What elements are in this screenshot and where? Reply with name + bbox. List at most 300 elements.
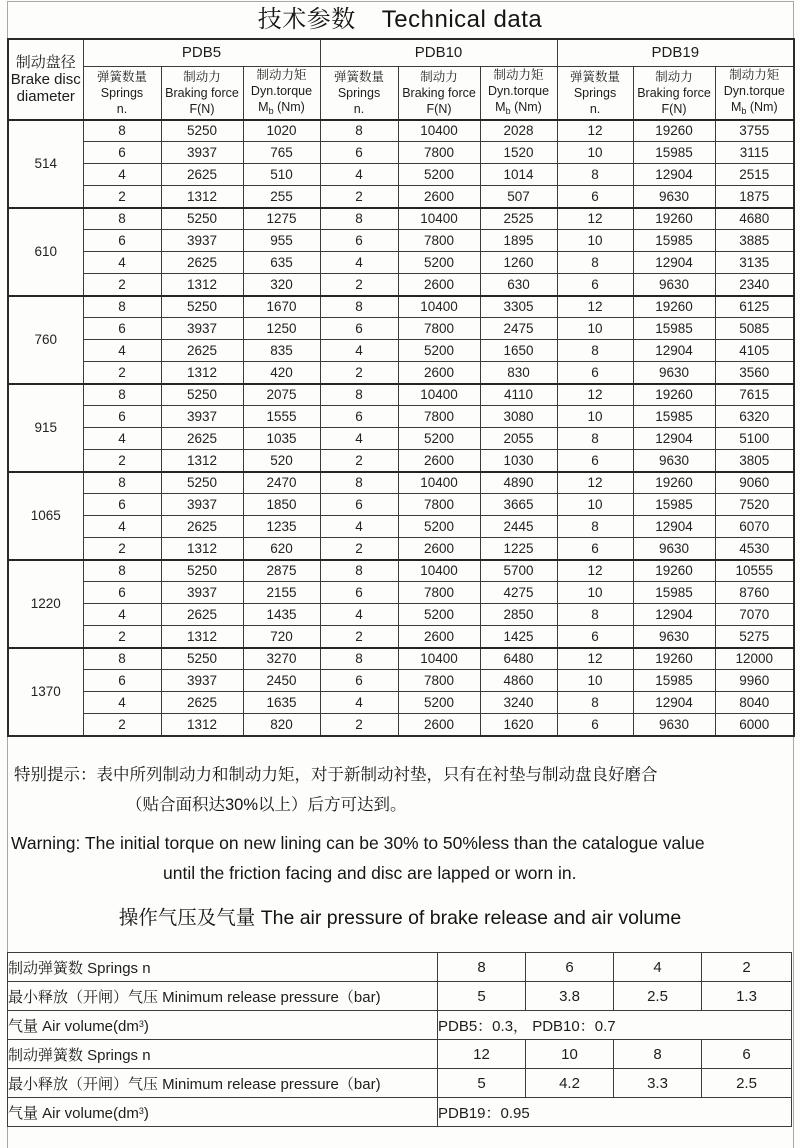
pressure-value-cell: 3.3 [614, 1069, 702, 1098]
cell-torque: 520 [243, 450, 320, 472]
disc-diameter-cell: 1065 [8, 472, 83, 560]
cell-force: 9630 [633, 186, 715, 208]
cell-torque: 1260 [480, 252, 557, 274]
cell-torque: 835 [243, 340, 320, 362]
cell-torque: 1014 [480, 164, 557, 186]
cell-springs: 4 [320, 164, 398, 186]
cell-force: 2600 [398, 274, 480, 296]
disc-diameter-header [8, 39, 83, 120]
cell-torque: 635 [243, 252, 320, 274]
pressure-section-title [0, 902, 800, 930]
cell-torque: 9960 [715, 670, 794, 692]
disc-diameter-cell: 1220 [8, 560, 83, 648]
cell-springs: 6 [83, 142, 161, 164]
pressure-section-title-cn: 操作气压及气量 [118, 907, 256, 929]
page-title [0, 5, 800, 35]
cell-springs: 6 [557, 538, 633, 560]
cell-springs: 2 [83, 450, 161, 472]
cell-torque: 955 [243, 230, 320, 252]
cell-torque: 1020 [243, 120, 320, 142]
cell-torque: 2450 [243, 670, 320, 692]
cell-force: 3937 [161, 582, 243, 604]
cell-torque: 2875 [243, 560, 320, 582]
cell-force: 1312 [161, 626, 243, 648]
cell-springs: 2 [83, 714, 161, 736]
cell-springs: 8 [557, 516, 633, 538]
cell-torque: 7520 [715, 494, 794, 516]
pressure-row-label: 制动弹簧数 Springs n [8, 953, 438, 982]
cell-torque: 7615 [715, 384, 794, 406]
cell-torque: 2055 [480, 428, 557, 450]
cell-springs: 6 [320, 582, 398, 604]
springs-column-header: 弹簧数量 Springs n. [320, 66, 398, 120]
cell-torque: 3270 [243, 648, 320, 670]
page-title-en: Technical data [381, 6, 543, 33]
cell-force: 15985 [633, 670, 715, 692]
cell-force: 5200 [398, 428, 480, 450]
cell-torque: 1030 [480, 450, 557, 472]
cell-torque: 2075 [243, 384, 320, 406]
cell-force: 3937 [161, 406, 243, 428]
data-row [8, 450, 794, 472]
cell-springs: 6 [320, 318, 398, 340]
cell-force: 2625 [161, 516, 243, 538]
cell-force: 9630 [633, 538, 715, 560]
cell-springs: 2 [320, 274, 398, 296]
cell-springs: 8 [320, 208, 398, 230]
cell-springs: 4 [83, 516, 161, 538]
data-row [8, 538, 794, 560]
data-row [8, 230, 794, 252]
group-header-row [8, 39, 794, 66]
data-row [8, 406, 794, 428]
cell-force: 2625 [161, 340, 243, 362]
cell-force: 15985 [633, 494, 715, 516]
disc-header-en1: Brake disc [10, 70, 81, 88]
cell-force: 10400 [398, 296, 480, 318]
pressure-row-label: 最小释放（开闸）气压 Minimum release pressure（bar) [8, 1069, 438, 1098]
air-pressure-table [7, 952, 792, 1127]
cell-force: 7800 [398, 406, 480, 428]
note-chinese-line1: 特别提示：表中所列制动力和制动力矩，对于新制动衬垫，只有在衬垫与制动盘良好磨合 [14, 766, 658, 784]
cell-force: 3937 [161, 318, 243, 340]
cell-torque: 1850 [243, 494, 320, 516]
cell-force: 12904 [633, 692, 715, 714]
cell-torque: 5085 [715, 318, 794, 340]
cell-springs: 2 [83, 274, 161, 296]
cell-torque: 4860 [480, 670, 557, 692]
cell-springs: 6 [557, 362, 633, 384]
cell-springs: 6 [83, 406, 161, 428]
cell-torque: 720 [243, 626, 320, 648]
cell-torque: 1875 [715, 186, 794, 208]
cell-springs: 6 [320, 670, 398, 692]
disc-header-en2: diameter [16, 87, 75, 105]
cell-torque: 420 [243, 362, 320, 384]
data-row [8, 340, 794, 362]
cell-torque: 1250 [243, 318, 320, 340]
cell-torque: 8040 [715, 692, 794, 714]
cell-springs: 10 [557, 230, 633, 252]
note-english-line1: Warning: The initial torque on new lining can be 30% to 50%less than the catalogue value [11, 833, 705, 853]
cell-force: 3937 [161, 494, 243, 516]
cell-force: 2600 [398, 186, 480, 208]
cell-springs: 4 [320, 692, 398, 714]
cell-springs: 8 [83, 296, 161, 318]
cell-springs: 8 [557, 340, 633, 362]
cell-force: 19260 [633, 472, 715, 494]
cell-torque: 3885 [715, 230, 794, 252]
cell-springs: 12 [557, 384, 633, 406]
dyn-torque-column-header: 制动力矩 Dyn.torque $M_b$ (Nm) [715, 66, 794, 120]
disc-diameter-cell: 1370 [8, 648, 83, 736]
pressure-value-cell: 2.5 [614, 982, 702, 1011]
data-row [8, 604, 794, 626]
data-row [8, 582, 794, 604]
cell-torque: 3665 [480, 494, 557, 516]
data-row [8, 362, 794, 384]
cell-springs: 6 [557, 714, 633, 736]
cell-force: 2600 [398, 450, 480, 472]
cell-springs: 8 [83, 560, 161, 582]
data-row [8, 670, 794, 692]
air-volume-merged-cell: PDB19：0.95 [438, 1098, 792, 1127]
cell-springs: 2 [320, 714, 398, 736]
cell-torque: 4890 [480, 472, 557, 494]
pressure-section-title-en: The air pressure of brake release and air volume [260, 907, 682, 929]
cell-torque: 1520 [480, 142, 557, 164]
data-row [8, 252, 794, 274]
cell-springs: 2 [83, 362, 161, 384]
cell-springs: 12 [557, 296, 633, 318]
cell-force: 12904 [633, 252, 715, 274]
cell-torque: 6000 [715, 714, 794, 736]
braking-force-column-header: 制动力 Braking force F(N) [633, 66, 715, 120]
data-row [8, 296, 794, 318]
cell-force: 2600 [398, 626, 480, 648]
cell-springs: 6 [83, 670, 161, 692]
page-title-cn: 技术参数 [257, 6, 356, 33]
cell-force: 19260 [633, 648, 715, 670]
cell-torque: 1650 [480, 340, 557, 362]
cell-springs: 10 [557, 406, 633, 428]
data-row [8, 626, 794, 648]
data-row [8, 714, 794, 736]
cell-force: 10400 [398, 648, 480, 670]
cell-springs: 4 [320, 340, 398, 362]
pressure-value-cell: 5 [438, 1069, 526, 1098]
cell-springs: 2 [83, 186, 161, 208]
cell-force: 9630 [633, 714, 715, 736]
pressure-row [8, 1011, 792, 1040]
cell-force: 10400 [398, 208, 480, 230]
cell-torque: 2475 [480, 318, 557, 340]
cell-springs: 4 [83, 604, 161, 626]
cell-springs: 6 [557, 450, 633, 472]
air-volume-merged-cell: PDB5：0.3， PDB10：0.7 [438, 1011, 792, 1040]
cell-torque: 6070 [715, 516, 794, 538]
cell-force: 2625 [161, 604, 243, 626]
data-row [8, 186, 794, 208]
pressure-row [8, 953, 792, 982]
cell-force: 5200 [398, 164, 480, 186]
cell-force: 19260 [633, 560, 715, 582]
cell-force: 3937 [161, 142, 243, 164]
cell-springs: 10 [557, 582, 633, 604]
cell-force: 19260 [633, 208, 715, 230]
cell-force: 12904 [633, 164, 715, 186]
cell-torque: 3240 [480, 692, 557, 714]
cell-torque: 2155 [243, 582, 320, 604]
cell-force: 12904 [633, 516, 715, 538]
cell-torque: 1035 [243, 428, 320, 450]
cell-torque: 320 [243, 274, 320, 296]
cell-springs: 10 [557, 142, 633, 164]
cell-force: 2600 [398, 714, 480, 736]
cell-springs: 2 [320, 362, 398, 384]
cell-force: 9630 [633, 450, 715, 472]
cell-torque: 6480 [480, 648, 557, 670]
cell-torque: 620 [243, 538, 320, 560]
cell-force: 3937 [161, 670, 243, 692]
cell-springs: 8 [83, 208, 161, 230]
cell-springs: 12 [557, 648, 633, 670]
cell-torque: 4110 [480, 384, 557, 406]
cell-springs: 6 [320, 406, 398, 428]
cell-force: 12904 [633, 428, 715, 450]
cell-springs: 4 [320, 516, 398, 538]
cell-springs: 8 [557, 164, 633, 186]
cell-force: 7800 [398, 318, 480, 340]
pressure-value-cell: 2.5 [702, 1069, 792, 1098]
cell-springs: 6 [83, 318, 161, 340]
cell-springs: 6 [83, 582, 161, 604]
dyn-torque-column-header: 制动力矩 Dyn.torque $M_b$ (Nm) [480, 66, 557, 120]
cell-force: 15985 [633, 406, 715, 428]
cell-springs: 8 [83, 648, 161, 670]
pressure-value-cell: 2 [702, 953, 792, 982]
cell-torque: 1225 [480, 538, 557, 560]
cell-torque: 630 [480, 274, 557, 296]
cell-springs: 4 [320, 604, 398, 626]
cell-springs: 4 [83, 164, 161, 186]
cell-springs: 8 [557, 428, 633, 450]
cell-springs: 8 [557, 604, 633, 626]
cell-force: 2600 [398, 362, 480, 384]
cell-torque: 1620 [480, 714, 557, 736]
cell-force: 5250 [161, 208, 243, 230]
cell-torque: 3115 [715, 142, 794, 164]
cell-springs: 12 [557, 560, 633, 582]
cell-springs: 12 [557, 120, 633, 142]
cell-torque: 3080 [480, 406, 557, 428]
cell-force: 5200 [398, 340, 480, 362]
data-row [8, 472, 794, 494]
cell-springs: 6 [557, 186, 633, 208]
cell-force: 5200 [398, 252, 480, 274]
note-chinese-line2: （贴合面积达30%以上）后方可达到。 [126, 796, 407, 814]
data-row [8, 692, 794, 714]
cell-force: 5250 [161, 560, 243, 582]
braking-force-column-header: 制动力 Braking force F(N) [161, 66, 243, 120]
cell-torque: 1895 [480, 230, 557, 252]
cell-torque: 4680 [715, 208, 794, 230]
cell-torque: 1425 [480, 626, 557, 648]
cell-torque: 5100 [715, 428, 794, 450]
cell-torque: 7070 [715, 604, 794, 626]
cell-force: 12904 [633, 340, 715, 362]
pressure-value-cell: 8 [614, 1040, 702, 1069]
cell-force: 7800 [398, 142, 480, 164]
cell-torque: 10555 [715, 560, 794, 582]
pressure-value-cell: 5 [438, 982, 526, 1011]
cell-torque: 1670 [243, 296, 320, 318]
cell-springs: 8 [320, 384, 398, 406]
cell-springs: 8 [83, 120, 161, 142]
cell-springs: 4 [320, 252, 398, 274]
cell-torque: 3755 [715, 120, 794, 142]
cell-springs: 8 [557, 252, 633, 274]
cell-springs: 6 [557, 626, 633, 648]
cell-torque: 2028 [480, 120, 557, 142]
cell-force: 10400 [398, 120, 480, 142]
dyn-torque-column-header: 制动力矩 Dyn.torque $M_b$ (Nm) [243, 66, 320, 120]
cell-force: 5250 [161, 472, 243, 494]
cell-force: 9630 [633, 362, 715, 384]
cell-force: 7800 [398, 494, 480, 516]
pressure-row-label: 气量 Air $volume(dm^3)$ [8, 1011, 438, 1040]
cell-springs: 6 [320, 230, 398, 252]
cell-force: 5250 [161, 120, 243, 142]
cell-springs: 6 [320, 494, 398, 516]
pressure-value-cell: 6 [702, 1040, 792, 1069]
cell-force: 5200 [398, 604, 480, 626]
pressure-row-label: 气量 Air $volume(dm^3)$ [8, 1098, 438, 1127]
cell-force: 2600 [398, 538, 480, 560]
note-english-line2: until the friction facing and disc are lapped or worn in. [163, 863, 577, 883]
data-row [8, 648, 794, 670]
cell-force: 7800 [398, 582, 480, 604]
cell-torque: 2445 [480, 516, 557, 538]
cell-force: 5250 [161, 648, 243, 670]
cell-torque: 820 [243, 714, 320, 736]
cell-torque: 3805 [715, 450, 794, 472]
group-header-pdb19: PDB19 [557, 39, 794, 66]
cell-springs: 4 [83, 692, 161, 714]
pressure-row [8, 982, 792, 1011]
cell-force: 1312 [161, 274, 243, 296]
cell-torque: 2340 [715, 274, 794, 296]
springs-column-header: 弹簧数量 Springs n. [83, 66, 161, 120]
cell-springs: 8 [320, 120, 398, 142]
cell-torque: 9060 [715, 472, 794, 494]
pressure-row [8, 1069, 792, 1098]
pressure-value-cell: 3.8 [526, 982, 614, 1011]
cell-torque: 4275 [480, 582, 557, 604]
cell-springs: 12 [557, 208, 633, 230]
cell-force: 2625 [161, 428, 243, 450]
cell-torque: 3135 [715, 252, 794, 274]
cell-force: 15985 [633, 582, 715, 604]
pressure-row [8, 1040, 792, 1069]
cell-torque: 2850 [480, 604, 557, 626]
cell-springs: 10 [557, 318, 633, 340]
disc-diameter-cell: 915 [8, 384, 83, 472]
cell-force: 1312 [161, 714, 243, 736]
data-row [8, 428, 794, 450]
braking-force-column-header: 制动力 Braking force F(N) [398, 66, 480, 120]
cell-torque: 1235 [243, 516, 320, 538]
cell-force: 10400 [398, 472, 480, 494]
cell-force: 5250 [161, 296, 243, 318]
cell-springs: 2 [320, 186, 398, 208]
cell-force: 5200 [398, 692, 480, 714]
cell-force: 1312 [161, 362, 243, 384]
cell-force: 19260 [633, 120, 715, 142]
cell-springs: 8 [83, 472, 161, 494]
pressure-value-cell: 8 [438, 953, 526, 982]
cell-torque: 2470 [243, 472, 320, 494]
cell-torque: 6320 [715, 406, 794, 428]
cell-force: 10400 [398, 560, 480, 582]
cell-torque: 4105 [715, 340, 794, 362]
pressure-row-label: 最小释放（开闸）气压 Minimum release pressure（bar) [8, 982, 438, 1011]
cell-force: 9630 [633, 626, 715, 648]
cell-springs: 10 [557, 494, 633, 516]
cell-springs: 4 [83, 340, 161, 362]
cell-force: 12904 [633, 604, 715, 626]
technical-data-table [7, 38, 795, 737]
cell-springs: 8 [83, 384, 161, 406]
cell-torque: 1555 [243, 406, 320, 428]
pressure-value-cell: 4 [614, 953, 702, 982]
pressure-value-cell: 4.2 [526, 1069, 614, 1098]
cell-springs: 2 [320, 626, 398, 648]
cell-springs: 8 [320, 560, 398, 582]
cell-springs: 6 [557, 274, 633, 296]
cell-force: 1312 [161, 450, 243, 472]
cell-torque: 12000 [715, 648, 794, 670]
cell-force: 9630 [633, 274, 715, 296]
cell-springs: 6 [83, 494, 161, 516]
pressure-value-cell: 1.3 [702, 982, 792, 1011]
cell-springs: 6 [83, 230, 161, 252]
data-row [8, 208, 794, 230]
data-row [8, 516, 794, 538]
cell-torque: 1435 [243, 604, 320, 626]
note-chinese [14, 760, 789, 820]
cell-springs: 6 [320, 142, 398, 164]
cell-torque: 2525 [480, 208, 557, 230]
cell-force: 5200 [398, 516, 480, 538]
cell-springs: 4 [83, 252, 161, 274]
cell-force: 1312 [161, 186, 243, 208]
cell-force: 10400 [398, 384, 480, 406]
disc-header-cn: 制动盘径 [15, 53, 76, 71]
cell-force: 2625 [161, 252, 243, 274]
cell-force: 7800 [398, 670, 480, 692]
cell-torque: 830 [480, 362, 557, 384]
cell-force: 7800 [398, 230, 480, 252]
pressure-row [8, 1098, 792, 1127]
cell-force: 15985 [633, 142, 715, 164]
cell-force: 15985 [633, 318, 715, 340]
cell-springs: 12 [557, 472, 633, 494]
cell-force: 15985 [633, 230, 715, 252]
cell-force: 2625 [161, 164, 243, 186]
cell-torque: 510 [243, 164, 320, 186]
cell-torque: 8760 [715, 582, 794, 604]
